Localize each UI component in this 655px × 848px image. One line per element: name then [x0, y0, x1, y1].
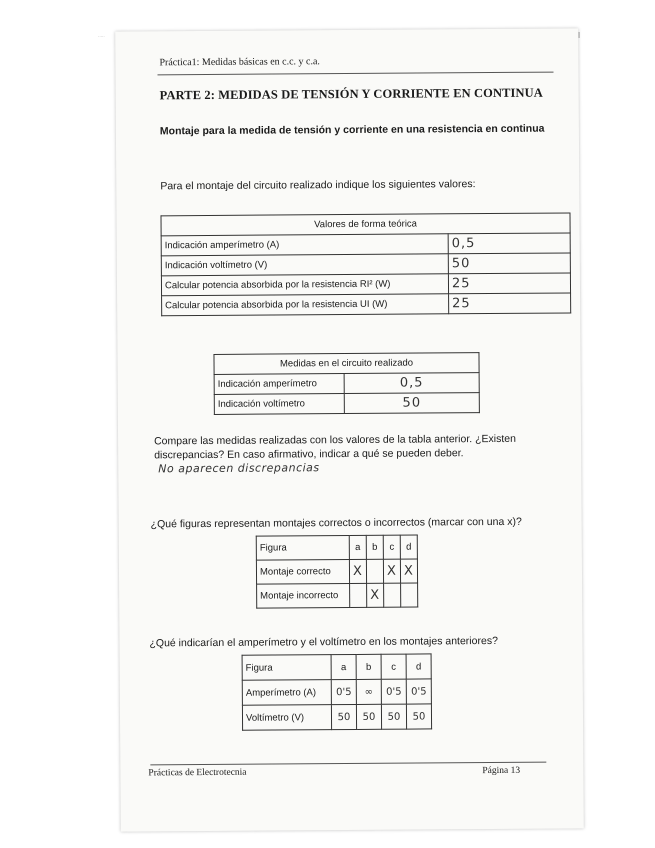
- handwritten-value: 50: [402, 395, 422, 411]
- handwritten-value: 0'5: [386, 686, 402, 698]
- row-value[interactable]: [448, 253, 570, 274]
- row-value[interactable]: [448, 273, 570, 294]
- value-cell[interactable]: [381, 679, 406, 704]
- row-label: Indicación amperímetro (A): [161, 234, 448, 256]
- scan-mark: ·····: [98, 34, 105, 39]
- table-row: [214, 393, 479, 415]
- value-cell[interactable]: [331, 704, 356, 729]
- intro-text: Para el montaje del circuito realizado indique los siguientes valores:: [160, 178, 476, 193]
- table-header-row: [242, 654, 431, 680]
- handwritten-mark: X: [370, 587, 381, 603]
- mark-cell[interactable]: [401, 583, 418, 607]
- figures-table: [256, 535, 419, 609]
- header-cell: d: [406, 654, 431, 679]
- measured-values-table: [213, 352, 479, 415]
- handwritten-value: 0'5: [336, 686, 352, 698]
- row-value[interactable]: [448, 233, 570, 254]
- handwritten-value: 25: [451, 276, 471, 292]
- row-label: Montaje incorrecto: [257, 584, 350, 609]
- header-cell: Figura: [256, 536, 349, 561]
- handwritten-value: 50: [387, 711, 401, 723]
- handwritten-value: 50: [412, 710, 426, 723]
- header-cell: c: [381, 654, 406, 679]
- row-label: Calcular potencia absorbida por la resistencia RI² (W): [161, 274, 448, 296]
- row-label: Amperímetro (A): [242, 680, 331, 706]
- table-row: [162, 293, 571, 316]
- handwritten-value: 50: [362, 711, 376, 723]
- row-label: Indicación amperímetro: [214, 374, 344, 395]
- value-cell[interactable]: [331, 679, 356, 704]
- table-row: [161, 233, 570, 256]
- compare-answer[interactable]: No aparecen discrepancias: [158, 461, 320, 476]
- header-cell: Figura: [242, 655, 331, 681]
- meters-question: ¿Qué indicarían el amperímetro y el voltímetro en los montajes anteriores?: [149, 634, 498, 650]
- table-header-row: [256, 535, 417, 560]
- table-row: [242, 704, 431, 730]
- value-cell[interactable]: [356, 704, 381, 729]
- row-label: Voltímetro (V): [242, 705, 331, 731]
- row-value[interactable]: [449, 293, 571, 314]
- handwritten-mark: X: [403, 563, 414, 579]
- page-number: Página 13: [482, 765, 521, 777]
- part-title: PARTE 2: MEDIDAS DE TENSIÓN Y CORRIENTE EN CONTINUA: [159, 85, 543, 103]
- row-label: Calcular potencia absorbida por la resistencia UI (W): [162, 294, 449, 316]
- header-cell: b: [366, 535, 383, 559]
- header-cell: a: [349, 535, 366, 559]
- header-cell: b: [356, 654, 381, 679]
- montaje-title: Montaje para la medida de tensión y corriente en una resistencia en continua: [159, 122, 545, 138]
- row-value[interactable]: [344, 393, 479, 414]
- handwritten-mark: X: [386, 563, 397, 579]
- value-cell[interactable]: [356, 679, 381, 704]
- mark-cell[interactable]: [383, 559, 400, 583]
- handwritten-mark: X: [352, 563, 363, 579]
- document-page: [115, 28, 584, 831]
- mark-cell[interactable]: [366, 559, 383, 583]
- handwritten-value: 50: [337, 711, 351, 723]
- running-header: Práctica1: Medidas básicas en c.c. y c.a.: [159, 56, 320, 69]
- header-cell: a: [331, 654, 356, 679]
- header-cell: c: [383, 535, 400, 559]
- mark-cell[interactable]: [350, 583, 367, 607]
- row-label: Indicación voltímetro (V): [161, 254, 448, 276]
- meters-table: [242, 653, 433, 730]
- table-title: Medidas en el circuito realizado: [214, 353, 479, 375]
- theory-values-table: [160, 212, 571, 316]
- table-row: [161, 253, 570, 276]
- header-rule: [158, 72, 554, 76]
- handwritten-value: ∞: [364, 686, 374, 698]
- table-row: [242, 679, 431, 705]
- figures-question: ¿Qué figuras representan montajes correctos o incorrectos (marcar con una x)?: [150, 515, 522, 531]
- table-row: [256, 559, 417, 584]
- handwritten-value: 0'5: [411, 685, 427, 698]
- footer-rule: [150, 762, 546, 766]
- value-cell[interactable]: [406, 679, 431, 704]
- mark-cell[interactable]: [367, 583, 384, 607]
- handwritten-value: 0,5: [399, 375, 424, 391]
- value-cell[interactable]: [406, 704, 431, 729]
- table-title: Valores de forma teórica: [161, 213, 570, 236]
- row-value[interactable]: [344, 373, 479, 394]
- header-cell: d: [400, 535, 417, 559]
- table-row: [214, 373, 479, 395]
- row-label: Montaje correcto: [256, 560, 349, 585]
- value-cell[interactable]: [381, 704, 406, 729]
- mark-cell[interactable]: [349, 559, 366, 583]
- handwritten-value: 50: [451, 256, 471, 272]
- compare-question: Compare las medidas realizadas con los valores de la tabla anterior. ¿Existen discrepancias? En caso afirmativo, indicar a qué se pueden deber.: [154, 432, 516, 462]
- mark-cell[interactable]: [384, 583, 401, 607]
- footer-title: Prácticas de Electrotecnia: [148, 767, 247, 779]
- handwritten-value: 0,5: [451, 236, 476, 252]
- table-row: [257, 583, 418, 608]
- mark-cell[interactable]: [400, 559, 417, 583]
- handwritten-value: 25: [452, 296, 471, 312]
- row-label: Indicación voltímetro: [214, 394, 344, 415]
